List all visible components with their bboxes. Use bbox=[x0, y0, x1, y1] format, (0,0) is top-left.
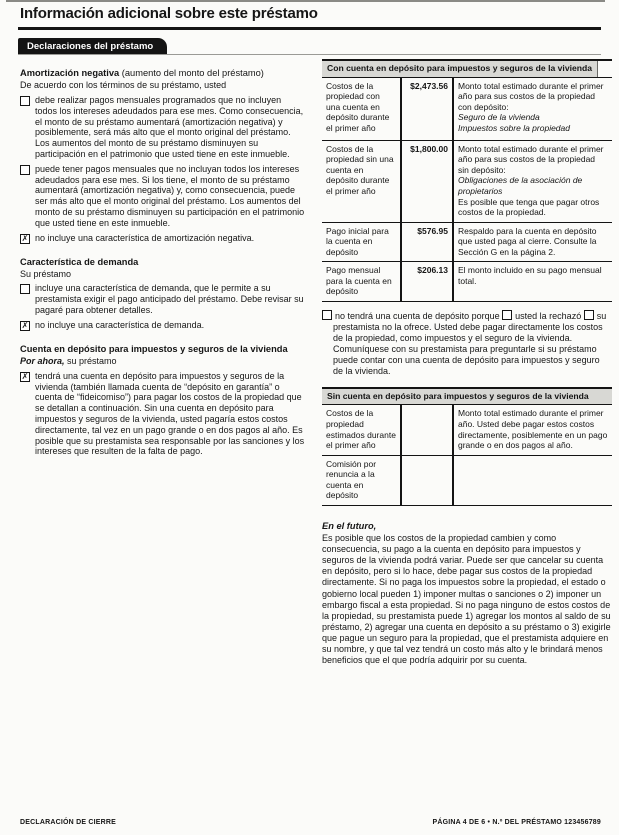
checkbox-label: no incluye una característica de amortización negativa. bbox=[35, 232, 255, 243]
without-escrow-header-label: Sin cuenta en depósito para impuestos y seguros de la vivienda bbox=[327, 390, 589, 401]
demand-option-1 bbox=[20, 283, 305, 315]
table-row bbox=[322, 405, 612, 454]
no-escrow-choice bbox=[322, 310, 612, 377]
table-row bbox=[322, 78, 612, 140]
scan-artifact bbox=[6, 0, 605, 2]
row-label: Costos de la propiedad estimados durante el primer año bbox=[322, 405, 402, 454]
with-escrow-table bbox=[322, 59, 612, 302]
table-row bbox=[322, 455, 612, 505]
checkbox-label: tendrá una cuenta en depósito para impuestos y seguros de la vivienda (también llamada cuenta de “depósito en garantía” o cuenta de “fideicomiso”) para pagar los costos de la propiedad que se detallan a continuación. Sin una cuenta en depósito para impuestos y seguros de la vivienda, usted pagaría estos costos directamente, tal vez en un pago grande o en dos pagos al año. Es posible que su prestamista sea responsable por las sanciones y los intereses que resulten de la falta de pago. bbox=[35, 370, 305, 457]
future-paragraph: Es posible que los costos de la propiedad cambien y como consecuencia, su pago a la cuenta en depósito para impuestos y seguros de la vivienda podrá variar. Puede ser que cancelar su cuenta en depósito, pero si lo hace, debe pagar sus costos de la propiedad directamente. Si no paga los impuestos sobre la propiedad, el estado o gobierno local pueden 1) imponer multas o sanciones o 2) imponer un embargo fiscal a esta propiedad. Si no paga ninguno de estos costos de la propiedad, su prestamista puede 1) agregar los montos al saldo de su préstamo, 2) agregar una cuenta en depósito a su préstamo o 3) exigirle que pague un seguro para la propiedad, que el prestamista adquiere en su nombre, y que tal vez tendrá un costo más alto y le brindará menos beneficios que el que podría adquirir por su cuenta. bbox=[322, 532, 611, 666]
choice-text: usted la rechazó bbox=[515, 310, 582, 321]
desc-text: El monto incluido en su pago mensual total. bbox=[458, 265, 602, 286]
row-label: Comisión por renuncia a la cuenta en depósito bbox=[322, 456, 402, 505]
checkbox[interactable] bbox=[20, 284, 30, 294]
escrow-intro-emphasis: Por ahora, bbox=[20, 356, 65, 367]
checkbox-label: debe realizar pagos mensuales programados que no incluyen todos los intereses adeudados para ese mes. Como consecuencia, el monto de su préstamo aumentará (amortización negativa) y posiblemente, será más alto que el monto original del préstamo. Los aumentos del monto de su préstamo disminuyen su participación en el patrimonio que usted tiene en este inmueble. bbox=[35, 94, 304, 159]
demand-heading: Característica de demanda bbox=[20, 256, 139, 267]
choice-text: no tendrá una cuenta de depósito porque bbox=[335, 310, 500, 321]
footer-document-name: DECLARACIÓN DE CIERRE bbox=[20, 819, 116, 826]
table-row bbox=[322, 222, 612, 262]
checkbox[interactable] bbox=[20, 165, 30, 175]
row-label: Costos de la propiedad con una cuenta en depósito durante el primer año bbox=[322, 78, 402, 140]
header-corner-box bbox=[597, 61, 612, 77]
desc-italic: Seguro de la vivienda bbox=[458, 112, 540, 123]
page-title: Información adicional sobre este préstamo bbox=[20, 5, 318, 22]
escrow-intro-rest: su préstamo bbox=[64, 356, 117, 367]
row-description bbox=[454, 141, 612, 222]
row-amount bbox=[402, 405, 454, 454]
right-column bbox=[322, 59, 612, 667]
with-escrow-table-header bbox=[322, 61, 612, 78]
row-amount: $206.13 bbox=[402, 262, 454, 301]
choice-text: su prestamista no la ofrece. Usted debe pagar directamente los costos de la propiedad, como impuestos y el seguro de la vivienda. Comuníquese con su prestamista para preguntarle si su préstamo puede contar con una cuenta de depósito para impuestos y seguro de la vivienda. bbox=[333, 310, 607, 376]
row-amount: $576.95 bbox=[402, 223, 454, 262]
tab-rule bbox=[18, 54, 601, 55]
without-escrow-table-header bbox=[322, 389, 612, 406]
row-label: Costos de la propiedad sin una cuenta en depósito durante el primer año bbox=[322, 141, 402, 222]
row-description bbox=[454, 78, 612, 140]
neg-amort-option-2 bbox=[20, 164, 305, 229]
neg-amort-option-1 bbox=[20, 95, 305, 160]
checkbox-label: no incluye una característica de demanda. bbox=[35, 319, 205, 330]
left-column bbox=[20, 64, 305, 457]
title-rule bbox=[18, 27, 601, 30]
checkbox-label: incluye una característica de demanda, que le permite a su prestamista exigir el pago anticipado del préstamo. Debe revisar su pagaré para obtener detalles. bbox=[35, 283, 304, 316]
desc-after: Es posible que tenga que pagar otros costos de la propiedad. bbox=[458, 196, 600, 218]
neg-amort-heading bbox=[20, 68, 305, 79]
row-label: Pago inicial para la cuenta en depósito bbox=[322, 223, 402, 262]
checkbox-checked[interactable]: ✗ bbox=[21, 371, 29, 381]
neg-amort-heading-bold: Amortización negativa bbox=[20, 68, 120, 78]
row-amount: $1,800.00 bbox=[402, 141, 454, 222]
row-label: Pago mensual para la cuenta en depósito bbox=[322, 262, 402, 301]
desc-italic: Impuestos sobre la propiedad bbox=[458, 123, 570, 133]
row-amount bbox=[402, 456, 454, 505]
checkbox[interactable] bbox=[322, 310, 332, 320]
desc-text: Monto total estimado durante el primer año. Usted debe pagar estos costos directamente, posiblemente en un pago grande o en dos pagos al año. bbox=[458, 408, 608, 451]
neg-amort-intro: De acuerdo con los términos de su préstamo, usted bbox=[20, 80, 227, 91]
neg-amort-heading-note: (aumento del monto del préstamo) bbox=[119, 68, 264, 78]
future-heading: En el futuro, bbox=[322, 520, 377, 531]
row-description bbox=[454, 405, 612, 454]
page-footer bbox=[20, 819, 601, 826]
desc-text: Respaldo para la cuenta en depósito que usted paga al cierre. Consulte la Sección G en la página 2. bbox=[458, 225, 597, 257]
checkbox-label: puede tener pagos mensuales que no incluyan todos los intereses adeudados para ese mes. Si los tiene, el monto de su préstamo aumentará (amortización negativa) y, como consecuencia, puede ser más alto que el monto original del préstamo. Los aumentos del monto de su préstamo disminuyen su participación en el patrimonio que usted tiene en este inmueble. bbox=[35, 163, 305, 228]
without-escrow-table bbox=[322, 387, 612, 506]
with-escrow-header-label: Con cuenta en depósito para impuestos y seguros de la vivienda bbox=[327, 63, 593, 73]
checkbox-checked[interactable]: ✗ bbox=[21, 320, 29, 330]
desc-italic: Obligaciones de la asociación de propietarios bbox=[458, 175, 583, 196]
table-row bbox=[322, 140, 612, 222]
row-description bbox=[454, 262, 612, 301]
demand-option-2 bbox=[20, 320, 305, 331]
table-row bbox=[322, 261, 612, 301]
escrow-option-1 bbox=[20, 371, 305, 457]
footer-page-loan-number: PÁGINA 4 DE 6 • N.º DEL PRÉSTAMO 123456789 bbox=[432, 819, 601, 826]
checkbox-checked[interactable]: ✗ bbox=[21, 233, 29, 243]
demand-intro: Su préstamo bbox=[20, 268, 72, 279]
checkbox[interactable] bbox=[20, 96, 30, 106]
row-amount: $2,473.56 bbox=[402, 78, 454, 140]
checkbox[interactable] bbox=[502, 310, 512, 320]
row-description bbox=[454, 223, 612, 262]
escrow-heading: Cuenta en depósito para impuestos y seguros de la vivienda bbox=[20, 343, 288, 354]
escrow-intro bbox=[20, 356, 305, 367]
neg-amort-option-3 bbox=[20, 233, 305, 244]
desc-text: Monto total estimado durante el primer año para sus costos de la propiedad con depósito: bbox=[458, 80, 604, 112]
section-tab-loan-disclosures: Declaraciones del préstamo bbox=[18, 38, 167, 55]
desc-text: Monto total estimado durante el primer año para sus costos de la propiedad sin depósito: bbox=[458, 143, 604, 175]
row-description bbox=[454, 456, 612, 505]
checkbox[interactable] bbox=[584, 310, 594, 320]
